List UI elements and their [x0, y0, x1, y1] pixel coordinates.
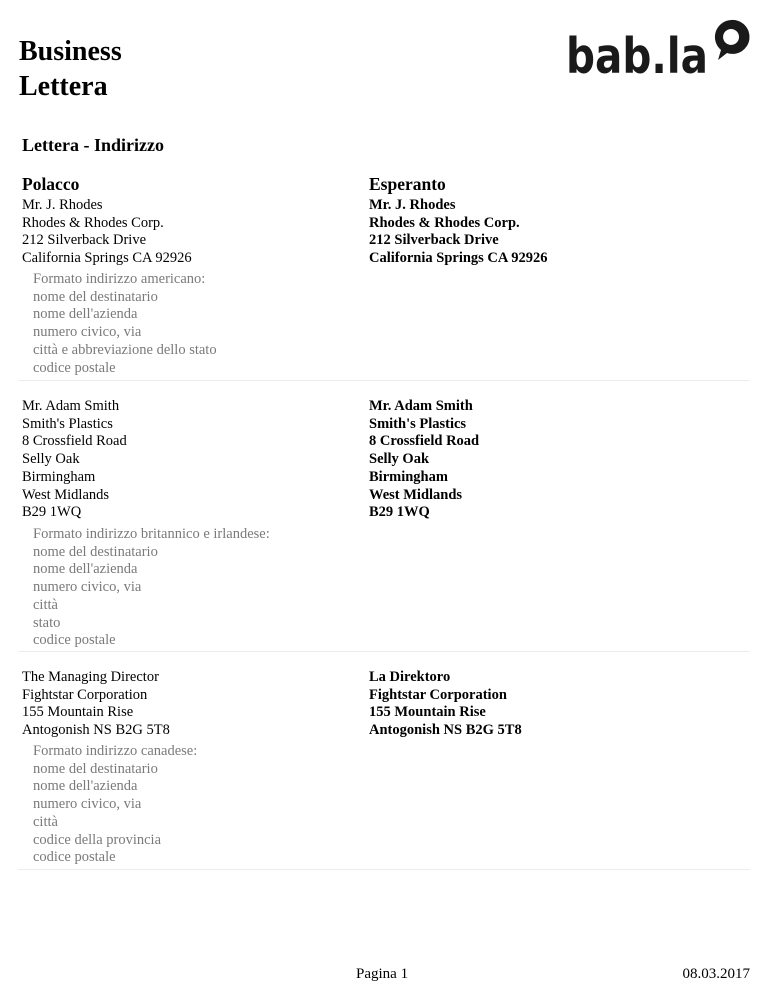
format-note [33, 271, 217, 377]
source-line: The Managing Director [22, 669, 159, 685]
format-note [33, 743, 197, 867]
source-line: California Springs CA 92926 [22, 250, 192, 267]
source-line: 212 Silverback Drive [22, 232, 147, 249]
source-address [22, 669, 170, 740]
target-line: California Springs CA 92926 [369, 250, 548, 267]
target-address [369, 197, 547, 268]
source-line: Selly Oak [22, 451, 80, 468]
note-line: numero civico, via [33, 324, 142, 341]
note-line: città [33, 813, 58, 830]
note-line: Formato indirizzo britannico e irlandese: [33, 526, 270, 542]
speech-bubble-icon [715, 20, 750, 60]
target-language-heading: Esperanto [369, 174, 446, 194]
source-address [22, 197, 192, 268]
address-entry [18, 398, 750, 652]
target-line: 8 Crossfield Road [369, 433, 480, 450]
source-line: Antogonish NS B2G 5T8 [22, 722, 170, 739]
target-line: 212 Silverback Drive [369, 232, 499, 249]
source-language-heading: Polacco [22, 174, 80, 194]
note-line: nome del destinatario [33, 543, 158, 560]
source-line: Birmingham [22, 468, 96, 485]
title-line-2: Lettera [19, 71, 108, 102]
format-note [33, 526, 270, 650]
target-line: B29 1WQ [369, 504, 430, 521]
document-date: 08.03.2017 [682, 966, 750, 982]
note-line: numero civico, via [33, 579, 142, 596]
source-line: Fightstar Corporation [22, 686, 148, 703]
note-line: città e abbreviazione dello stato [33, 341, 217, 358]
note-line: numero civico, via [33, 796, 142, 813]
target-line: West Midlands [369, 486, 463, 503]
title-line-1: Business [19, 36, 122, 67]
source-address [22, 398, 127, 522]
address-entry [18, 197, 750, 381]
target-line: Smith's Plastics [369, 415, 467, 432]
target-line: Mr. J. Rhodes [369, 197, 456, 213]
target-line: Rhodes & Rhodes Corp. [369, 214, 520, 231]
target-line: Selly Oak [369, 451, 430, 468]
logo-wordmark: bab.la [566, 28, 708, 80]
source-line: 8 Crossfield Road [22, 433, 127, 450]
note-line: nome del destinatario [33, 288, 158, 305]
note-line: Formato indirizzo americano: [33, 271, 206, 287]
note-line: nome del destinatario [33, 760, 158, 777]
target-line: La Direktoro [369, 669, 451, 685]
source-line: Mr. J. Rhodes [22, 197, 103, 213]
note-line: città [33, 596, 58, 613]
source-line: Mr. Adam Smith [22, 398, 120, 414]
target-address [369, 669, 522, 740]
page-number: Pagina 1 [356, 966, 409, 982]
address-entry [18, 669, 750, 870]
source-line: Rhodes & Rhodes Corp. [22, 214, 164, 231]
note-line: stato [33, 614, 61, 631]
section-title: Lettera - Indirizzo [22, 135, 164, 155]
target-line: Antogonish NS B2G 5T8 [369, 722, 522, 739]
note-line: Formato indirizzo canadese: [33, 743, 198, 759]
note-line: codice postale [33, 849, 116, 866]
source-line: B29 1WQ [22, 504, 82, 521]
target-line: Mr. Adam Smith [369, 398, 473, 414]
note-line: nome dell'azienda [33, 778, 138, 795]
babla-logo [566, 16, 752, 80]
target-line: 155 Mountain Rise [369, 704, 486, 721]
document-title [19, 34, 122, 104]
note-line: codice postale [33, 359, 116, 376]
target-line: Birmingham [369, 468, 448, 485]
note-line: codice della provincia [33, 831, 162, 848]
source-line: Smith's Plastics [22, 415, 113, 432]
target-address [369, 398, 479, 522]
target-line: Fightstar Corporation [369, 686, 507, 703]
note-line: codice postale [33, 632, 116, 649]
source-line: West Midlands [22, 486, 110, 503]
note-line: nome dell'azienda [33, 306, 138, 323]
note-line: nome dell'azienda [33, 561, 138, 578]
source-line: 155 Mountain Rise [22, 704, 134, 721]
